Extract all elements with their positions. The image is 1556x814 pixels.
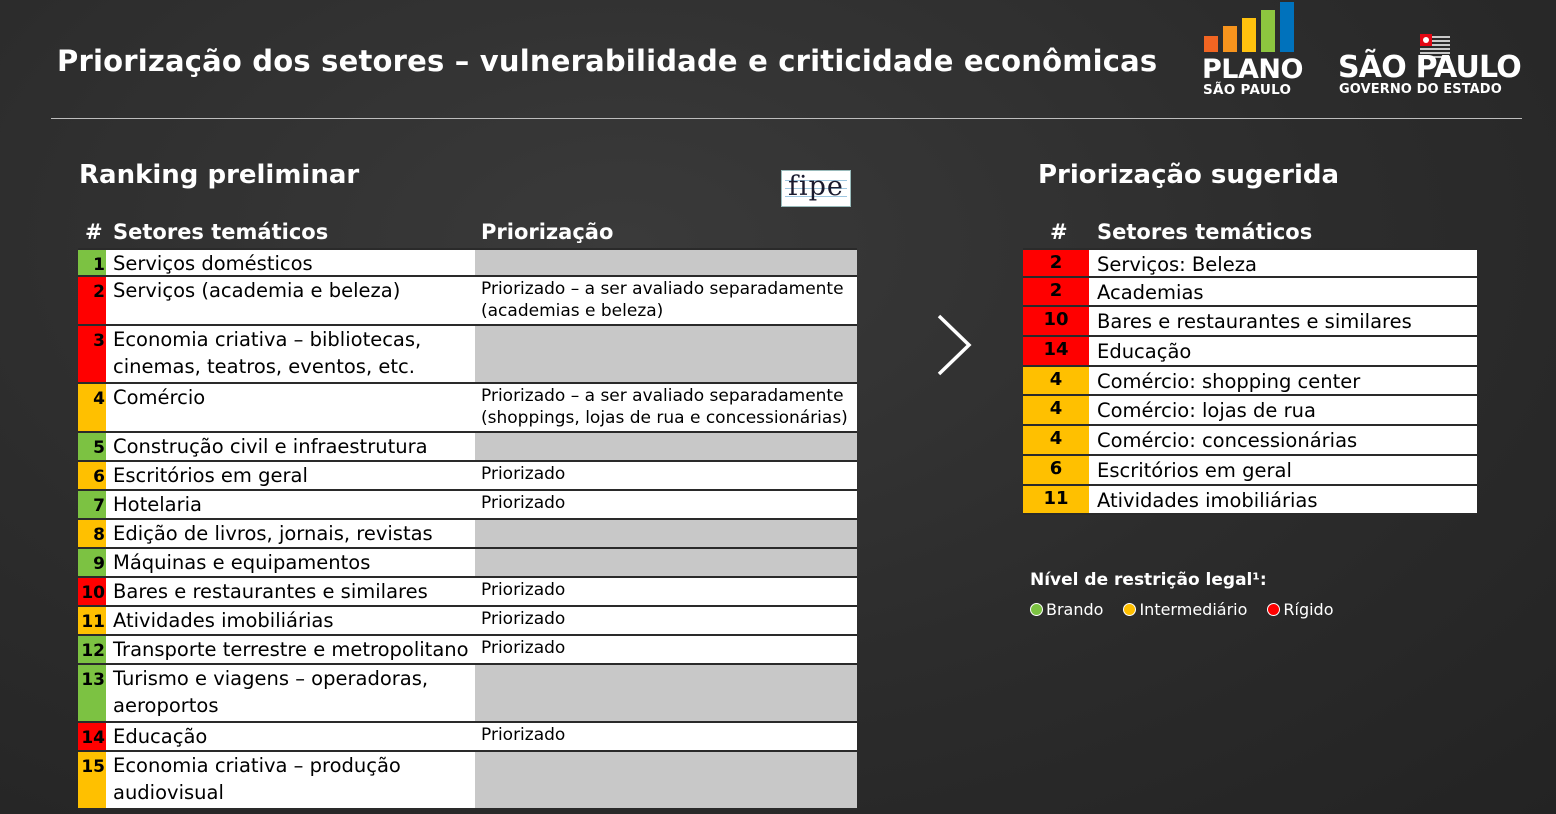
sector-cell: Academias [1089, 278, 1477, 306]
sector-cell: Atividades imobiliárias [1089, 486, 1477, 514]
legend-label: Intermediário [1139, 600, 1248, 619]
sector-cell [106, 277, 475, 324]
priority-cell [475, 384, 857, 431]
legend-item [1123, 600, 1247, 619]
sector-cell [106, 491, 475, 518]
rank-number: 4 [1023, 367, 1089, 395]
sector-line: Bares e restaurantes e similares [113, 580, 428, 603]
rank-number: 14 [1023, 337, 1089, 365]
sector-cell [106, 462, 475, 489]
priority-line: (shoppings, lojas de rua e concessionárias) [481, 408, 848, 428]
sector-cell [106, 549, 475, 576]
plano-sao-paulo-logo [1202, 2, 1302, 100]
rank-number: 14 [78, 723, 106, 750]
sector-cell [106, 752, 475, 808]
sao-paulo-government-logo [1338, 30, 1524, 100]
left-col-header-prio: Priorização [481, 220, 614, 244]
sector-line: Economia criativa – bibliotecas, [113, 328, 422, 351]
plano-logo-bar [1261, 10, 1275, 52]
sector-cell [106, 607, 475, 634]
sector-cell [106, 250, 475, 275]
table-row [1023, 278, 1477, 308]
priority-line: Priorizado [481, 580, 566, 600]
priority-line: Priorizado [481, 493, 566, 513]
sector-cell [106, 520, 475, 547]
sector-cell: Comércio: shopping center [1089, 367, 1477, 395]
table-row [1023, 456, 1477, 486]
table-row [78, 607, 857, 636]
priority-cell [475, 520, 857, 547]
left-col-header-sector: Setores temáticos [113, 220, 329, 244]
sector-line: cinemas, teatros, eventos, etc. [113, 355, 415, 378]
suggested-priority-table [1023, 248, 1477, 515]
sector-line: Escritórios em geral [113, 464, 308, 487]
table-row [78, 665, 857, 723]
plano-logo-text: PLANO [1202, 54, 1303, 85]
rank-number: 15 [78, 752, 106, 808]
sector-cell [106, 578, 475, 605]
sector-line: Hotelaria [113, 493, 202, 516]
sector-cell [106, 665, 475, 721]
rank-number: 4 [78, 384, 106, 431]
rank-number: 3 [78, 326, 106, 382]
priority-cell [475, 578, 857, 605]
ranking-table [78, 248, 857, 810]
priority-cell [475, 549, 857, 576]
right-col-header-sector: Setores temáticos [1097, 220, 1313, 244]
sector-cell [106, 433, 475, 460]
priority-cell [475, 433, 857, 460]
priority-cell [475, 636, 857, 663]
sector-line: Serviços domésticos [113, 252, 313, 275]
priority-line: Priorizado – a ser avaliado separadamente [481, 279, 844, 299]
table-row [1023, 337, 1477, 367]
fipe-logo-text: fipe [788, 171, 844, 202]
sector-cell: Escritórios em geral [1089, 456, 1477, 484]
table-row [78, 636, 857, 665]
fipe-logo [781, 170, 851, 207]
legend-dot-icon [1123, 603, 1136, 616]
sao-paulo-logo-text: SÃO PAULO [1338, 50, 1522, 85]
table-row [1023, 307, 1477, 337]
table-row [1023, 426, 1477, 456]
sao-paulo-logo-subtext: GOVERNO DO ESTADO [1339, 82, 1502, 97]
sector-cell: Comércio: concessionárias [1089, 426, 1477, 454]
legend-dot-icon [1030, 603, 1043, 616]
plano-logo-bar [1242, 18, 1256, 52]
priority-line: (academias e beleza) [481, 301, 664, 321]
legend-dot-icon [1267, 603, 1280, 616]
rank-number: 7 [78, 491, 106, 518]
sector-line: Comércio [113, 386, 206, 409]
rank-number: 2 [1023, 278, 1089, 306]
table-row [78, 462, 857, 491]
priority-line: Priorizado [481, 638, 566, 658]
sector-cell: Comércio: lojas de rua [1089, 396, 1477, 424]
rank-number: 11 [78, 607, 106, 634]
sector-line: Economia criativa – produção [113, 754, 401, 777]
table-row [78, 433, 857, 462]
table-row [1023, 396, 1477, 426]
sector-cell: Bares e restaurantes e similares [1089, 307, 1477, 335]
table-row [1023, 367, 1477, 397]
title-divider [51, 118, 1522, 119]
plano-logo-bar [1204, 36, 1218, 52]
priority-cell [475, 752, 857, 808]
plano-logo-bar [1280, 2, 1294, 52]
sector-line: Transporte terrestre e metropolitano [113, 638, 469, 661]
plano-logo-subtext: SÃO PAULO [1203, 82, 1292, 98]
priority-cell [475, 326, 857, 382]
rank-number: 6 [1023, 456, 1089, 484]
priority-cell [475, 665, 857, 721]
sector-line: Serviços (academia e beleza) [113, 279, 401, 302]
legend-item [1267, 600, 1333, 619]
right-section-heading: Priorização sugerida [1038, 160, 1340, 190]
priority-cell [475, 723, 857, 750]
legend-item [1030, 600, 1103, 619]
rank-number: 12 [78, 636, 106, 663]
sector-line: audiovisual [113, 781, 224, 804]
rank-number: 10 [78, 578, 106, 605]
priority-line: Priorizado – a ser avaliado separadamente [481, 386, 844, 406]
rank-number: 2 [1023, 250, 1089, 276]
legend-label: Brando [1046, 600, 1104, 619]
priority-cell [475, 250, 857, 275]
table-row [78, 248, 857, 277]
table-row [78, 277, 857, 326]
sector-line: Máquinas e equipamentos [113, 551, 371, 574]
priority-line: Priorizado [481, 725, 566, 745]
sector-cell [106, 326, 475, 382]
right-col-header-num: # [1050, 220, 1068, 244]
priority-cell [475, 607, 857, 634]
table-row [78, 520, 857, 549]
table-row [78, 384, 857, 433]
table-row [78, 326, 857, 384]
sector-line: Atividades imobiliárias [113, 609, 334, 632]
table-row [78, 723, 857, 752]
priority-cell [475, 277, 857, 324]
sector-cell [106, 636, 475, 663]
sector-line: Construção civil e infraestrutura [113, 435, 428, 458]
rank-number: 8 [78, 520, 106, 547]
sector-cell: Educação [1089, 337, 1477, 365]
sector-line: Turismo e viagens – operadoras, [113, 667, 429, 690]
table-row [78, 491, 857, 520]
rank-number: 4 [1023, 426, 1089, 454]
table-row [78, 578, 857, 607]
slide-title: Priorização dos setores – vulnerabilidade e criticidade econômicas [57, 44, 1158, 78]
sector-line: Edição de livros, jornais, revistas [113, 522, 433, 545]
sector-cell [106, 723, 475, 750]
rank-number: 10 [1023, 307, 1089, 335]
rank-number: 6 [78, 462, 106, 489]
rank-number: 9 [78, 549, 106, 576]
rank-number: 11 [1023, 486, 1089, 514]
legend [1030, 600, 1353, 619]
rank-number: 4 [1023, 396, 1089, 424]
left-section-heading: Ranking preliminar [79, 160, 360, 190]
rank-number: 5 [78, 433, 106, 460]
priority-line: Priorizado [481, 464, 566, 484]
rank-number: 1 [78, 250, 106, 275]
table-row [1023, 486, 1477, 516]
priority-cell [475, 462, 857, 489]
table-row [78, 549, 857, 578]
plano-logo-bar [1223, 26, 1237, 52]
table-row [78, 752, 857, 810]
table-row [1023, 248, 1477, 278]
priority-line: Priorizado [481, 609, 566, 629]
chevron-right-icon [930, 312, 976, 378]
legend-title: Nível de restrição legal¹: [1030, 570, 1267, 590]
rank-number: 2 [78, 277, 106, 324]
left-col-header-num: # [85, 220, 103, 244]
sector-cell [106, 384, 475, 431]
rank-number: 13 [78, 665, 106, 721]
sector-cell: Serviços: Beleza [1089, 250, 1477, 276]
sector-line: Educação [113, 725, 208, 748]
priority-cell [475, 491, 857, 518]
sector-line: aeroportos [113, 694, 219, 717]
legend-label: Rígido [1283, 600, 1334, 619]
